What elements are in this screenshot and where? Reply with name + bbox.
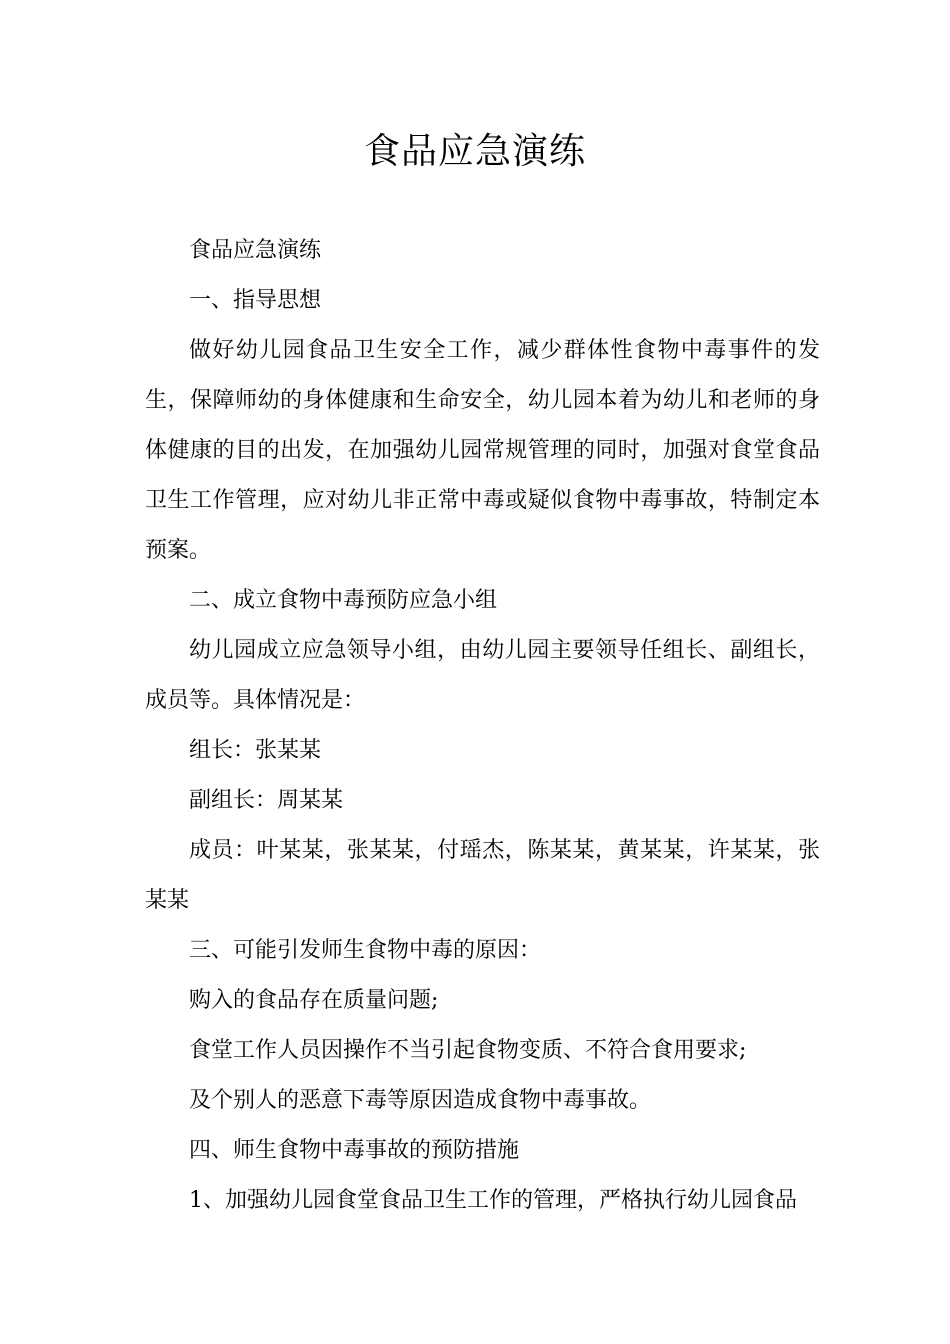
deputy-leader-line: 副组长：周某某 xyxy=(189,788,344,813)
section-heading-prevention: 四、师生食物中毒事故的预防措施 xyxy=(189,1138,520,1163)
paragraph: 幼儿园成立应急领导小组，由幼儿园主要领导任组长、副组长，成员等。具体情况是： xyxy=(145,638,820,713)
cause-item: 食堂工作人员因操作不当引起食物变质、不符合食用要求; xyxy=(189,1038,747,1063)
document-title: 食品应急演练 xyxy=(363,131,586,172)
section-heading-emergency-group: 二、成立食物中毒预防应急小组 xyxy=(189,588,498,613)
paragraph: 做好幼儿园食品卫生安全工作，减少群体性食物中毒事件的发生，保障师幼的身体健康和生命安全，幼儿园本着为幼儿和老师的身体健康的目的出发，在加强幼儿园常规管理的同时，加强对食堂食品卫生工作管理，应对幼儿非正常中毒或疑似食物中毒事故，特制定本预案。 xyxy=(145,338,820,563)
prevention-item: 1、加强幼儿园食堂食品卫生工作的管理，严格执行幼儿园食品 xyxy=(189,1188,797,1213)
section-heading-guiding-principle: 一、指导思想 xyxy=(189,288,322,313)
cause-item: 及个别人的恶意下毒等原因造成食物中毒事故。 xyxy=(189,1088,652,1113)
cause-item: 购入的食品存在质量问题; xyxy=(189,988,439,1013)
members-line: 成员：叶某某，张某某，付瑶杰，陈某某，黄某某，许某某，张某某 xyxy=(145,838,820,913)
document-body xyxy=(145,226,820,1226)
paragraph-heading: 食品应急演练 xyxy=(189,238,322,263)
group-leader-line: 组长：张某某 xyxy=(189,738,322,763)
section-heading-causes: 三、可能引发师生食物中毒的原因： xyxy=(189,938,542,963)
